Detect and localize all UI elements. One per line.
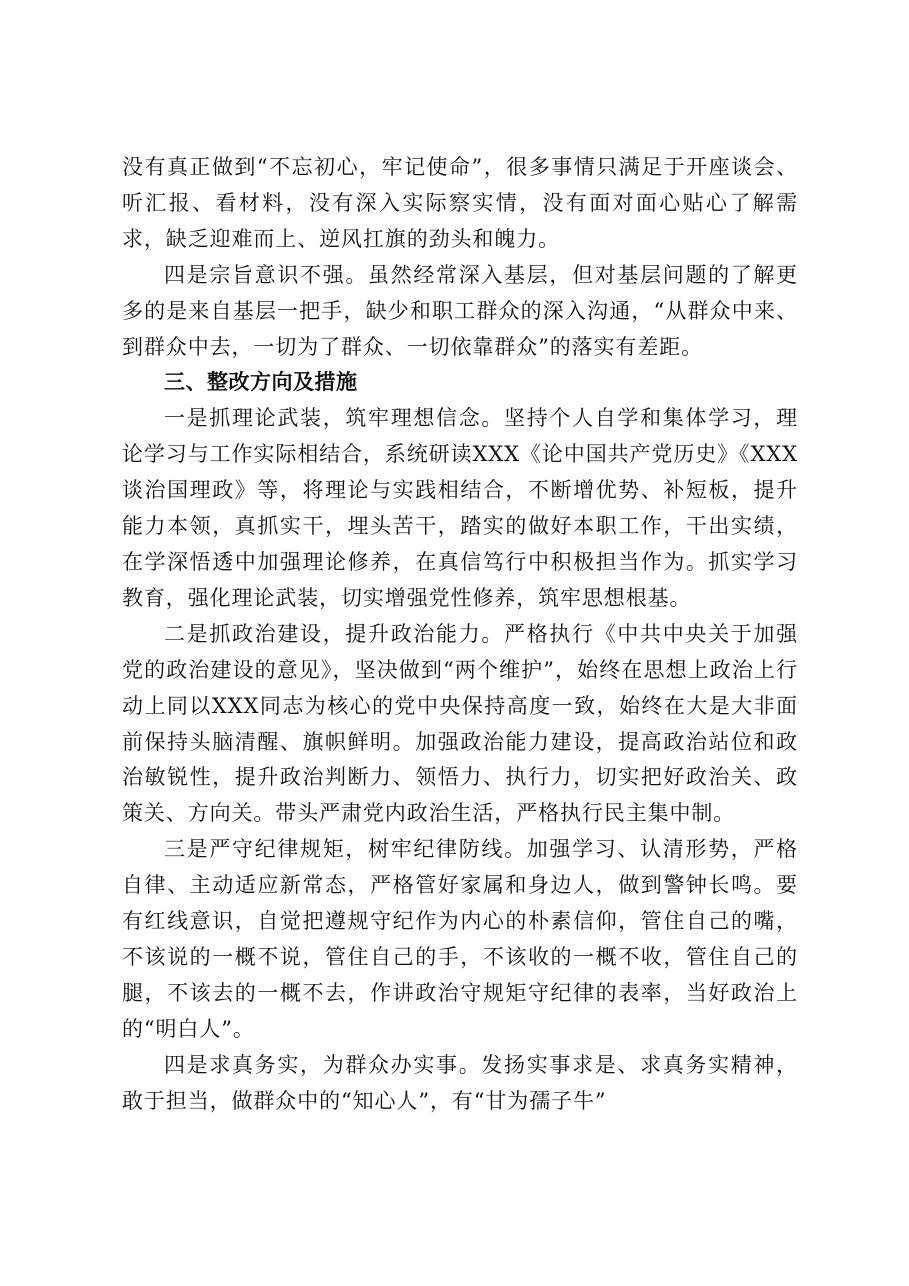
paragraph-purpose-awareness: 四是宗旨意识不强。虽然经常深入基层，但对基层问题的了解更多的是来自基层一把手，缺少和职工群众的深入沟通，“从群众中来、到群众中去，一切为了群众、一切依靠群众”的落实有差距。: [122, 262, 798, 359]
paragraph-discipline-rules: 三是严守纪律规矩，树牢纪律防线。加强学习、认清形势，严格自律、主动适应新常态，严格管好家属和身边人，做到警钟长鸣。要有红线意识，自觉把遵规守纪作为内心的朴素信仰，管住自己的嘴，不该说的一概不说，管住自己的手，不该收的一概不收，管住自己的腿，不该去的一概不去，作讲政治守规矩守纪律的表率，当好政治上的“明白人”。: [122, 837, 798, 1041]
document-body: [122, 150, 798, 1119]
paragraph-theory-armament: 一是抓理论武装，筑牢理想信念。坚持个人自学和集体学习，理论学习与工作实际相结合，系统研读XXX《论中国共产党历史》《XXX谈治国理政》等，将理论与实践相结合，不断增优势、补短板，提升能力本领，真抓实干，埋头苦干，踏实的做好本职工作，干出实绩，在学深悟透中加强理论修养，在真信笃行中积极担当作为。抓实学习教育，强化理论武装，切实增强党性修养，筑牢思想根基。: [122, 406, 798, 610]
paragraph-continuation: 没有真正做到“不忘初心，牢记使命”，很多事情只满足于开座谈会、听汇报、看材料，没有深入实际察实情，没有面对面心贴心了解需求，缺乏迎难而上、逆风扛旗的劲头和魄力。: [122, 155, 798, 251]
section-heading-rectification: 三、整改方向及措施: [164, 370, 358, 395]
paragraph-political-building: 二是抓政治建设，提升政治能力。严格执行《中共中央关于加强党的政治建设的意见》，坚决做到“两个维护”，始终在思想上政治上行动上同以XXX同志为核心的党中央保持高度一致，始终在大是大非面前保持头脑清醒、旗帜鲜明。加强政治能力建设，提高政治站位和政治敏锐性，提升政治判断力、领悟力、执行力，切实把好政治关、政策关、方向关。带头严肃党内政治生活，严格执行民主集中制。: [122, 621, 798, 826]
paragraph-practical-work: 四是求真务实，为群众办实事。发扬实事求是、求真务实精神，敢于担当，做群众中的“知心人”，有“甘为孺子牛”: [122, 1052, 798, 1113]
